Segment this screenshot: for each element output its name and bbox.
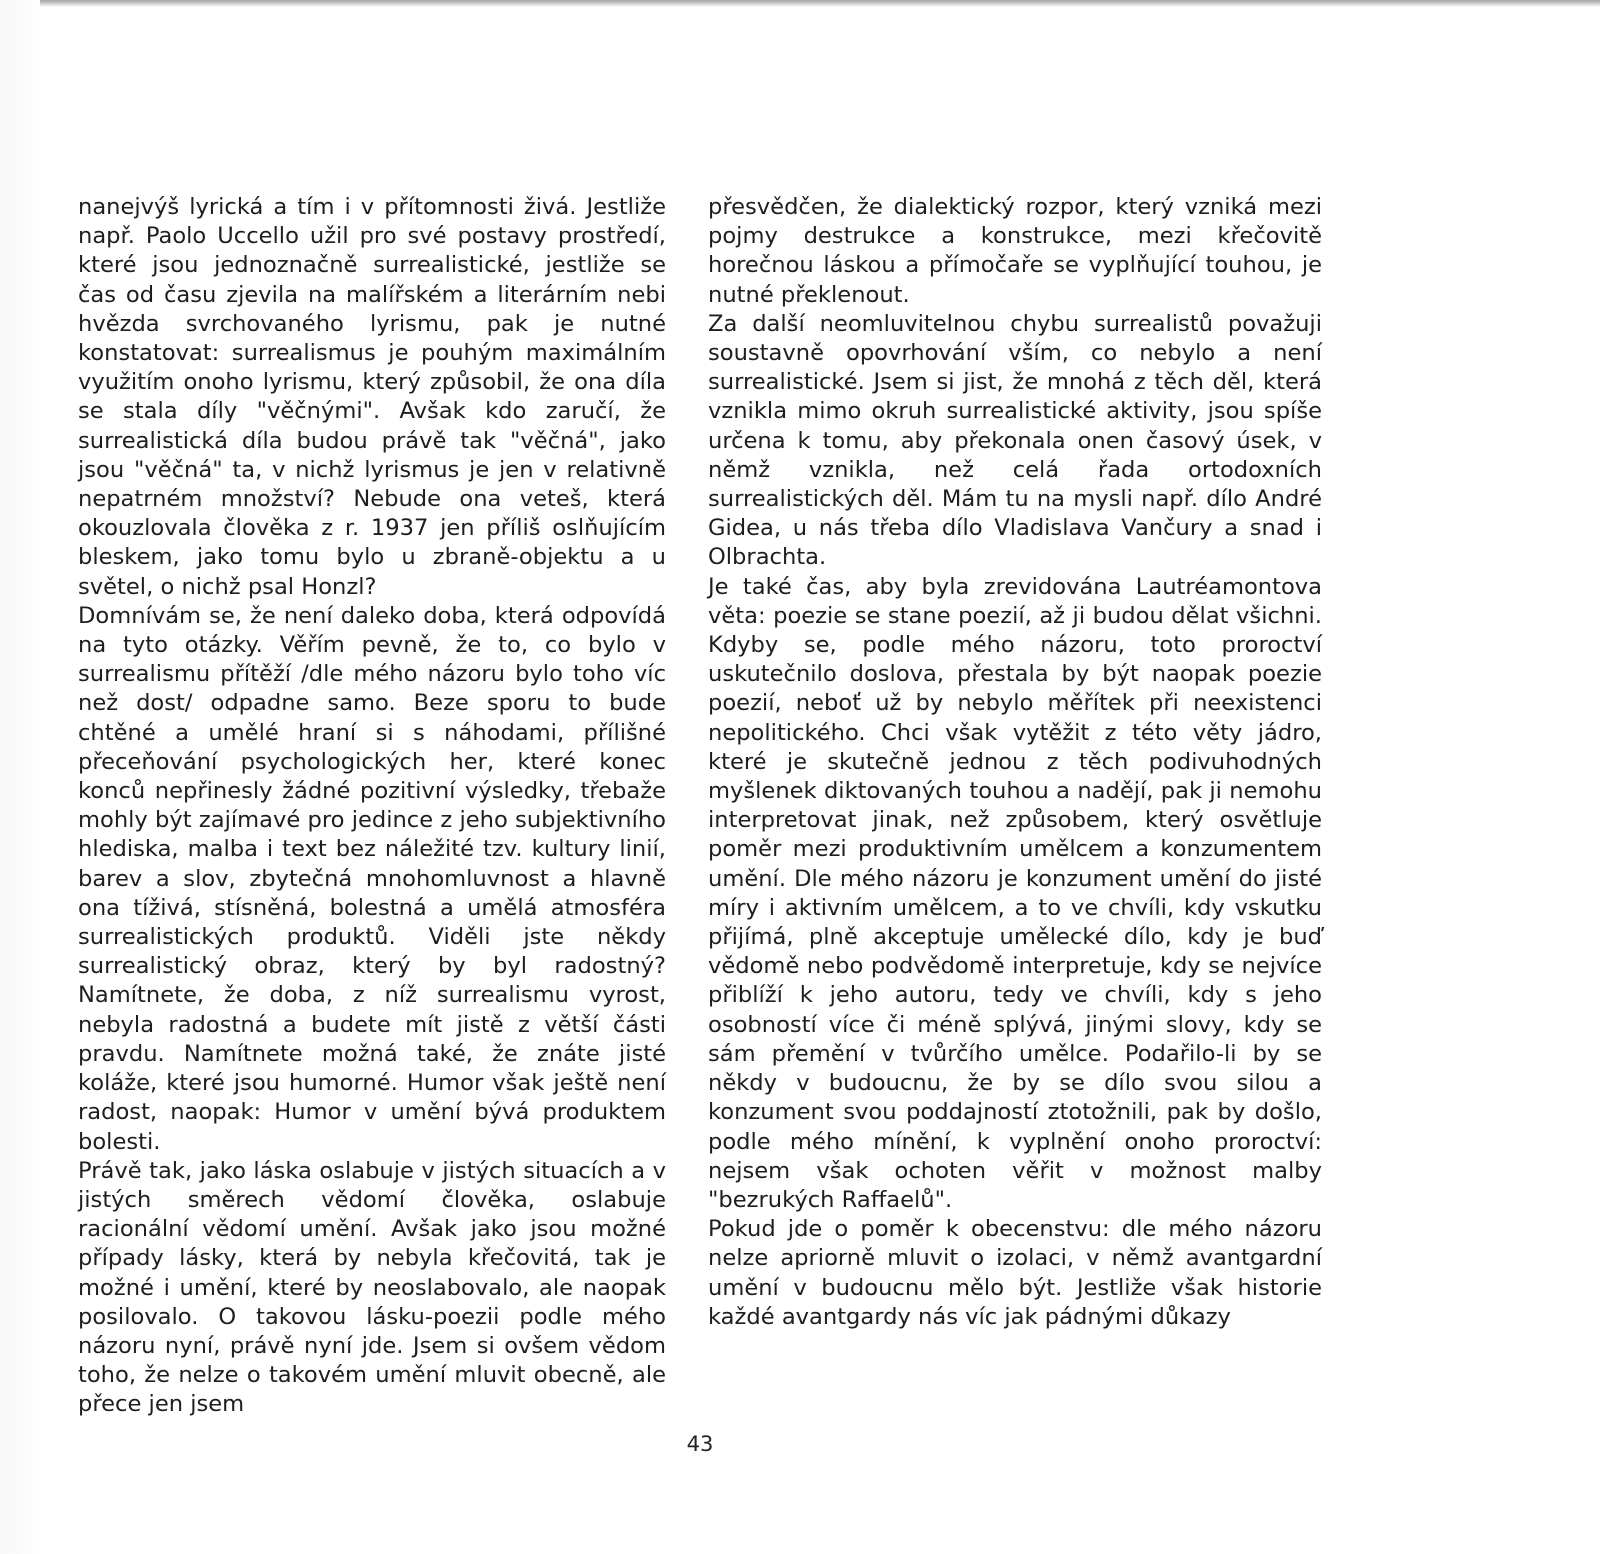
left-paragraph-3: Právě tak, jako láska oslabuje v jistých situacích a v jistých směrech vědomí člověka, oslabuje racionální vědomí umění. Avšak jako jsou možné případy lásky, která by nebyla křečovitá, tak je možné i umění, které by neoslabovalo, ale naopak posilovalo. O takovou lásku-poezii podle mého názoru nyní, právě nyní jde. Jsem si ovšem vědom toho, že nelze o takovém umění mluvit obecně, ale přece jen jsem xyxy=(78,1157,666,1418)
right-paragraph-2: Za další neomluvitelnou chybu surrealistů považuji soustavně opovrhování vším, co nebylo a není surrealistické. Jsem si jist, že mnohá z těch děl, která vznikla mimo okruh surrealistické aktivity, jsou spíše určena k tomu, aby překonala onen časový úsek, v němž vznikla, než celá řada ortodoxních surrealistických děl. Mám tu na mysli např. dílo André Gidea, u nás třeba dílo Vladislava Vančury a snad i Olbrachta. xyxy=(708,310,1322,571)
left-text-column xyxy=(78,193,666,1420)
right-paragraph-3: Je také čas, aby byla zrevidována Lautréamontova věta: poezie se stane poezií, až ji budou dělat všichni. Kdyby se, podle mého názoru, toto proroctví uskutečnilo doslova, přestala by být naopak poezie poezií, neboť už by nebylo měřítek při neexistenci nepolitického. Chci však vytěžit z této věty jádro, které je skutečně jednou z těch podivuhodných myšlenek diktovaných touhou a nadějí, pak ji nemohu interpretovat jinak, než způsobem, který osvětluje poměr mezi produktivním umělcem a konzumentem umění. Dle mého názoru je konzument umění do jisté míry i aktivním umělcem, a to ve chvíli, kdy vskutku přijímá, plně akceptuje umělecké dílo, kdy je buď vědomě nebo podvědomě interpretuje, kdy se nejvíce přiblíží k jeho autoru, tedy ve chvíli, kdy s jeho osobností více či méně splývá, jinými slovy, kdy se sám přemění v tvůrčího umělce. Podařilo-li by se někdy v budoucnu, že by se dílo svou silou a konzument svou poddajností ztotožnili, pak by došlo, podle mého mínění, k vyplnění onoho proroctví: nejsem však ochoten věřit v možnost malby "bezrukých Raffaelů". xyxy=(708,573,1322,1213)
right-text-column xyxy=(708,193,1322,1332)
left-paragraph-2: Domnívám se, že není daleko doba, která odpovídá na tyto otázky. Věřím pevně, že to, co bylo v surrealismu přítěží /dle mého názoru bylo toho víc než dost/ odpadne samo. Beze sporu to bude chtěné a umělé hraní si s náhodami, přílišné přeceňování psychologických her, které konec konců nepřinesly žádné pozitivní výsledky, třebaže mohly být zajímavé pro jedince z jeho subjektivního hlediska, malba i text bez náležité tzv. kultury linií, barev a slov, zbytečná mnohomluvnost a hlavně ona tíživá, stísněná, bolestná a umělá atmosféra surrealistických produktů. Viděli jste někdy surrealistický obraz, který by byl radostný? Namítnete, že doba, z níž surrealismu vyrost, nebyla radostná a budete mít jistě z větší části pravdu. Namítnete možná také, že znáte jisté koláže, které jsou humorné. Humor však ještě není radost, naopak: Humor v umění bývá produktem bolesti. xyxy=(78,602,666,1155)
page-number: 43 xyxy=(686,1432,714,1456)
page-gutter-shade xyxy=(0,0,40,1554)
left-paragraph-1: nanejvýš lyrická a tím i v přítomnosti živá. Jestliže např. Paolo Uccello užil pro své postavy prostředí, které jsou jednoznačně surrealistické, jestliže se čas od času zjevila na malířském a literárním nebi hvězda svrchovaného lyrismu, pak je nutné konstatovat: surrealismus je pouhým maximálním využitím onoho lyrismu, který způsobil, že ona díla se stala díly "věčnými". Avšak kdo zaručí, že surrealistická díla budou právě tak "věčná", jako jsou "věčná" ta, v nichž lyrismus je jen v relativně nepatrném množství? Nebude ona veteš, která okouzlovala člověka z r. 1937 jen příliš oslňujícím bleskem, jako tomu bylo u zbraně-objektu a u světel, o nichž psal Honzl? xyxy=(78,194,666,600)
right-paragraph-4: Pokud jde o poměr k obecenstvu: dle mého názoru nelze apriorně mluvit o izolaci, v němž avantgardní umění v budoucnu mělo být. Jestliže však historie každé avantgardy nás víc jak pádnými důkazy xyxy=(708,1216,1322,1330)
scan-top-edge xyxy=(0,0,1600,7)
right-paragraph-1: přesvědčen, že dialektický rozpor, který vzniká mezi pojmy destrukce a konstrukce, mezi křečovitě horečnou láskou a přímočaře se vyplňující touhou, je nutné překlenout. xyxy=(708,194,1322,308)
